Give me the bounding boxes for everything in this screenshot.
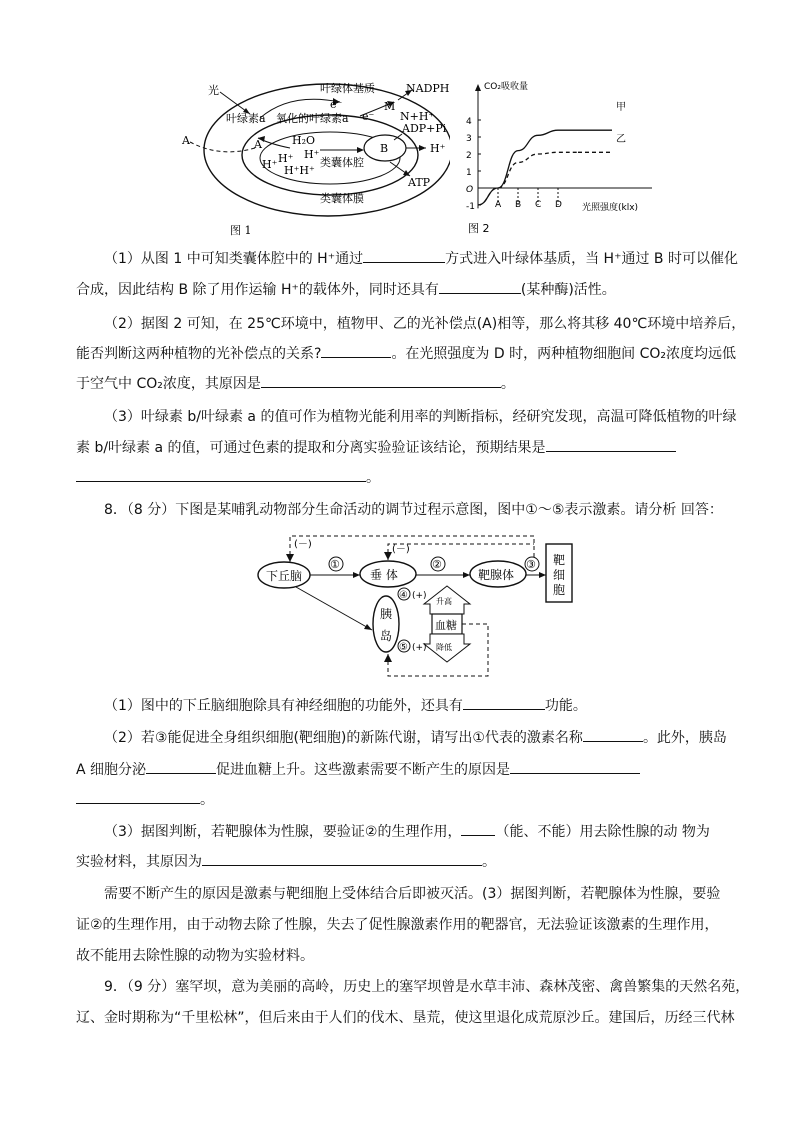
chart-y-tick-label: 3: [466, 134, 472, 144]
pancreas-c2: 岛: [380, 629, 393, 643]
q7-part1-line2: [76, 274, 726, 307]
q9-line2: [76, 1002, 735, 1035]
chart-xlabel: 光照强度(klx): [582, 203, 639, 213]
arrowhead: [384, 552, 392, 560]
blank-q8-7[interactable]: [202, 851, 482, 866]
blank-q8-2[interactable]: [583, 727, 643, 742]
q8-p2b: 。此外，胰岛: [642, 730, 727, 746]
q8-p1b: 功能。: [544, 698, 587, 714]
blank-q7-6[interactable]: [76, 467, 366, 482]
label-target-gland: 靶腺体: [478, 568, 515, 582]
blank-q7-4[interactable]: [261, 373, 501, 388]
chart-x-tick-label: B: [515, 200, 522, 210]
label-a-outer: A: [182, 134, 190, 147]
q8-part1: [76, 690, 726, 723]
label-nh: N+H⁺: [400, 110, 435, 123]
blank-q7-3[interactable]: [321, 343, 391, 358]
q7-p2b: 能否判断这两种植物的光补偿点的关系?: [76, 346, 322, 362]
label-light: 光: [208, 84, 219, 97]
label-h2: ②: [432, 558, 442, 571]
label-h-b: H⁺: [262, 158, 278, 171]
chart-series-jia: [478, 130, 578, 205]
label-h-c: H⁺: [278, 152, 294, 165]
q8-p3b: （能、不能）用去除性腺的动 物为: [495, 824, 710, 840]
q7-p3b: 素 b/叶绿素 a 的值，可通过色素的提取和分离实验验证该结论，预期结果是: [76, 440, 546, 456]
q7-part2-line3: [76, 368, 726, 401]
label-a-inner: A: [254, 138, 262, 151]
q8-ans2: 证②的生理作用，由于动物去除了性腺，失去了促性腺激素作用的靶器官，无法验证该激素的生理作用，: [76, 917, 719, 933]
q7-p1d: (某种酶)活性。: [520, 282, 616, 298]
q7-p3c: 。: [366, 470, 380, 486]
blank-q7-2[interactable]: [439, 279, 521, 294]
blank-q8-5[interactable]: [76, 789, 200, 804]
arrowhead: [357, 147, 364, 153]
figure-2-light-response-chart: [456, 76, 666, 240]
q8-p1a: （1）图中的下丘脑细胞除具有神经细胞的功能外，还具有: [104, 698, 463, 714]
label-up: 升高: [436, 597, 452, 606]
label-h-out: H⁺: [430, 142, 446, 155]
q7-part3-line1: [76, 401, 737, 434]
chart-ylabel: CO₂吸收量: [484, 82, 528, 92]
q8-ans3: 故不能用去除性腺的动物为实验材料。: [76, 948, 314, 964]
chart-series-yi: [478, 152, 578, 205]
q8-intro-text: 8．（8 分）下图是某哺乳动物部分生命活动的调节过程示意图，图中①～⑤表示激素。请分析 回答：: [104, 502, 723, 518]
q8-answer-line2: [76, 909, 726, 942]
target-cell-c1: 靶: [553, 553, 566, 567]
label-b: B: [380, 142, 389, 155]
label-membrane: 类囊体膜: [320, 192, 364, 205]
chart-y-tick-label: -1: [466, 202, 475, 212]
q8-answer-line1: [76, 878, 726, 911]
q8-p3a: （3）据图判断，若靶腺体为性腺，要验证②的生理作用，: [104, 824, 462, 840]
label-h5: ⑤: [399, 642, 408, 653]
chart-x-tick-label: C: [535, 200, 542, 210]
q9-line1: [76, 971, 750, 1004]
target-cell-c2: 细: [553, 568, 566, 582]
label-hypothalamus: 下丘脑: [266, 569, 303, 583]
arrowhead: [364, 624, 372, 630]
label-h2o: H₂O: [292, 134, 316, 147]
q7-p2e: 。: [500, 376, 515, 392]
q8-p2e: 。: [200, 792, 214, 808]
hypothalamus-to-pancreas: [296, 587, 372, 630]
label-atp: ATP: [408, 176, 431, 189]
q7-part1-line1: [76, 243, 738, 276]
q8-part2-line1: [76, 722, 726, 755]
arrowhead: [286, 554, 294, 562]
figure-1-caption: 图 1: [230, 224, 252, 237]
pancreas-c1: 胰: [380, 607, 393, 621]
q8-part3-line1: [76, 816, 726, 849]
q8-p3d: 。: [482, 854, 496, 870]
chart-x-tick-label: D: [555, 200, 562, 210]
blank-q8-6[interactable]: [461, 821, 495, 836]
label-h-d: H⁺H⁺: [284, 164, 315, 177]
target-cell-c3: 胞: [553, 583, 566, 597]
q7-p2d: 于空气中 CO₂浓度，其原因是: [76, 376, 261, 392]
q9-p1: 9．（9 分）塞罕坝，意为美丽的高岭，历史上的塞罕坝曾是水草丰沛、森林茂密、禽兽繁集的天然名苑，: [104, 979, 750, 995]
label-neg2: (－): [392, 544, 410, 555]
chart-origin-label: O: [466, 185, 474, 195]
blank-q8-4[interactable]: [510, 759, 640, 774]
figure-hormone-regulation-diagram: [254, 530, 584, 680]
label-pituitary: 垂 体: [370, 568, 398, 582]
arrowhead: [353, 572, 360, 578]
feedback-loop-2: [388, 544, 534, 560]
label-adp: ADP+Pi: [402, 122, 447, 135]
chart-y-tick-label: 1: [466, 168, 472, 178]
label-pos1: (+): [412, 591, 427, 601]
q8-p3c: 实验材料，其原因为: [76, 854, 202, 870]
q8-ans1: 需要不断产生的原因是激素与靶细胞上受体结合后即被灭活。(3）据图判断，若靶腺体为性腺，要验: [104, 886, 721, 902]
figure-1-chloroplast-diagram: [180, 78, 450, 240]
label-h-a: H⁺: [304, 148, 320, 161]
q8-answer-line3: [76, 940, 726, 973]
label-chl-a: 叶绿素a: [226, 112, 266, 125]
q8-part2-line2: [76, 754, 726, 787]
pancreas-node: [373, 596, 399, 652]
q7-p1b: 方式进入叶绿体基质，当 H⁺通过 B 时可以催化: [445, 251, 738, 267]
label-blood-sugar: 血糖: [435, 619, 457, 632]
label-neg1: (－): [294, 539, 312, 550]
chart-x-tick-label: A: [495, 200, 502, 210]
q7-p3a: （3）叶绿素 b/叶绿素 a 的值可作为植物光能利用率的判断指标，经研究发现，高温可降低植物的叶绿: [104, 409, 737, 425]
chart-y-tick-label: 2: [466, 151, 472, 161]
label-h3: ③: [526, 558, 536, 571]
blank-q8-3[interactable]: [146, 759, 216, 774]
label-nadph: NADPH: [406, 82, 450, 95]
label-oxidized: 氧化的叶绿素a: [276, 112, 349, 125]
chart-y-tick-label: 4: [466, 117, 472, 127]
q7-part3-line3: [76, 462, 726, 495]
arrowhead: [539, 572, 546, 578]
label-pos2: (+): [412, 643, 427, 653]
blank-q7-1[interactable]: [363, 248, 445, 263]
blank-q8-1[interactable]: [463, 695, 545, 710]
figure-2-caption: 图 2: [468, 222, 490, 235]
q7-p1a: （1）从图 1 中可知类囊体腔中的 H⁺通过: [104, 251, 364, 267]
label-lumen: 类囊体腔: [320, 156, 364, 169]
q7-part2-line1: [76, 308, 746, 341]
q7-p2a: （2）据图 2 可知，在 25℃环境中，植物甲、乙的光补偿点(A)相等，那么将其移 40℃环境中培养后，: [104, 316, 746, 332]
blank-q7-5[interactable]: [546, 437, 676, 452]
feedback-loop-1: [290, 536, 534, 562]
label-h1: ①: [330, 558, 340, 571]
chart-y-axis-arrow: [475, 84, 481, 91]
q8-p2c: A 细胞分泌: [76, 762, 147, 778]
q9-p2: 辽、金时期称为“千里松林”，但后来由于人们的伐木、垦荒，使这里退化成荒原沙丘。建国后，历经三代林: [76, 1010, 735, 1026]
label-m: M: [384, 100, 396, 113]
chart-legend-yi: 乙: [616, 134, 626, 145]
q8-p2a: （2）若③能促进全身组织细胞(靶细胞)的新陈代谢，请写出①代表的激素名称: [104, 730, 583, 746]
q8-part3-line2: [76, 846, 726, 879]
label-down: 降低: [436, 643, 452, 652]
chart-legend-jia: 甲: [616, 102, 626, 113]
q8-part2-line3: [76, 784, 726, 817]
label-e1: e⁻: [330, 98, 343, 111]
q7-part2-line2: [76, 338, 736, 371]
q7-p2c: 。在光照强度为 D 时，两种植物细胞间 CO₂浓度均远低: [391, 346, 736, 362]
arrowhead: [419, 145, 426, 151]
q7-part3-line2: [76, 432, 726, 465]
q7-p1c: 合成，因此结构 B 除了用作运输 H⁺的载体外，同时还具有: [76, 282, 439, 298]
label-h4: ④: [399, 590, 408, 601]
q8-p2d: 促进血糖上升。这些激素需要不断产生的原因是: [216, 762, 511, 778]
q8-intro: [76, 494, 726, 527]
arrowhead: [463, 572, 470, 578]
label-stroma: 叶绿体基质: [320, 82, 375, 95]
label-target-cell: [553, 552, 565, 597]
arrowhead: [384, 654, 392, 662]
label-e2: e⁻: [362, 110, 375, 123]
